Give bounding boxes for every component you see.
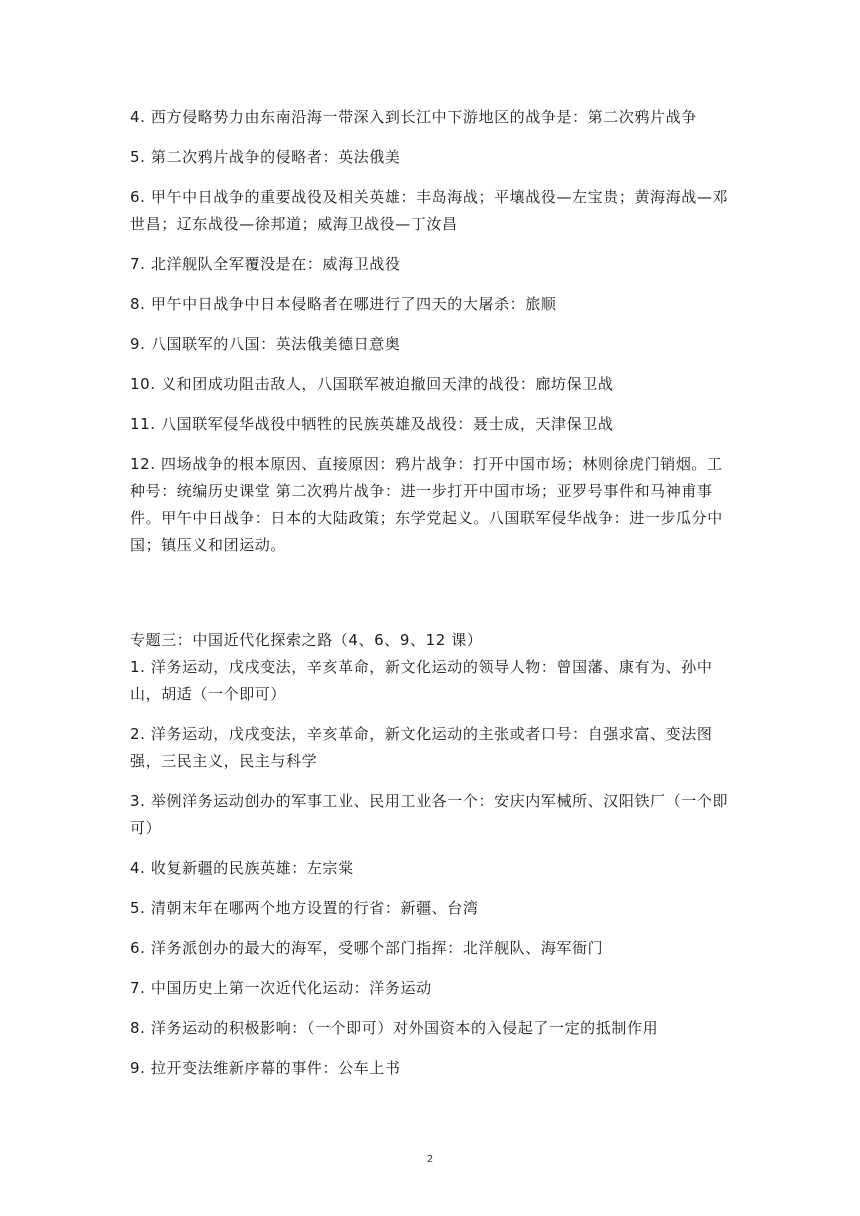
list-item: 1. 洋务运动，戊戌变法，辛亥革命，新文化运动的领导人物：曾国藩、康有为、孙中山，胡适（一个即可） [130,658,713,703]
list-item: 6. 甲午中日战争的重要战役及相关英雄：丰岛海战；平壤战役—左宝贵；黄海海战—邓世昌；辽东战役—徐邦道；威海卫战役—丁汝昌 [130,188,729,233]
list-item: 6. 洋务派创办的最大的海军，受哪个部门指挥：北洋舰队、海军衙门 [130,939,604,957]
list-item: 8. 洋务运动的积极影响：（一个即可）对外国资本的入侵起了一定的抵制作用 [130,1019,659,1037]
list-item: 5. 清朝末年在哪两个地方设置的行省：新疆、台湾 [130,899,479,917]
list-item: 3. 举例洋务运动创办的军事工业、民用工业各一个：安庆内军械所、汉阳铁厂（一个即可） [130,792,729,837]
list-item: 9. 八国联军的八国：英法俄美德日意奥 [130,335,401,353]
section-spacer [130,572,734,627]
list-item: 7. 中国历史上第一次近代化运动：洋务运动 [130,979,432,997]
list-item: 4. 西方侵略势力由东南沿海一带深入到长江中下游地区的战争是：第二次鸦片战争 [130,108,697,126]
list-item: 10. 义和团成功阻击敌人，八国联军被迫撤回天津的战役：廊坊保卫战 [130,375,614,393]
list-item: 8. 甲午中日战争中日本侵略者在哪进行了四天的大屠杀：旅顺 [130,295,557,313]
list-item: 11. 八国联军侵华战役中牺牲的民族英雄及战役：聂士成，天津保卫战 [130,415,614,433]
list-item: 9. 拉开变法维新序幕的事件：公车上书 [130,1059,401,1077]
list-item: 7. 北洋舰队全军覆没是在：威海卫战役 [130,255,401,273]
list-item: 12. 四场战争的根本原因、直接原因：鸦片战争：打开中国市场；林则徐虎门销烟。工种号：统编历史课堂 第二次鸦片战争：进一步打开中国市场；亚罗号事件和马神甫事件。甲午中日战争：日本的大陆政策；东学党起义。八国联军侵华战争：进一步瓜分中国；镇压义和团运动。 [130,455,723,554]
page-content [130,104,734,1095]
section-heading: 专题三：中国近代化探索之路（4、6、9、12 课） [130,631,483,649]
list-item: 2. 洋务运动，戊戌变法，辛亥革命，新文化运动的主张或者口号：自强求富、变法图强，三民主义，民主与科学 [130,725,713,770]
list-item: 5. 第二次鸦片战争的侵略者：英法俄美 [130,148,401,166]
list-item: 4. 收复新疆的民族英雄：左宗棠 [130,859,354,877]
page-number: 2 [426,1154,434,1165]
